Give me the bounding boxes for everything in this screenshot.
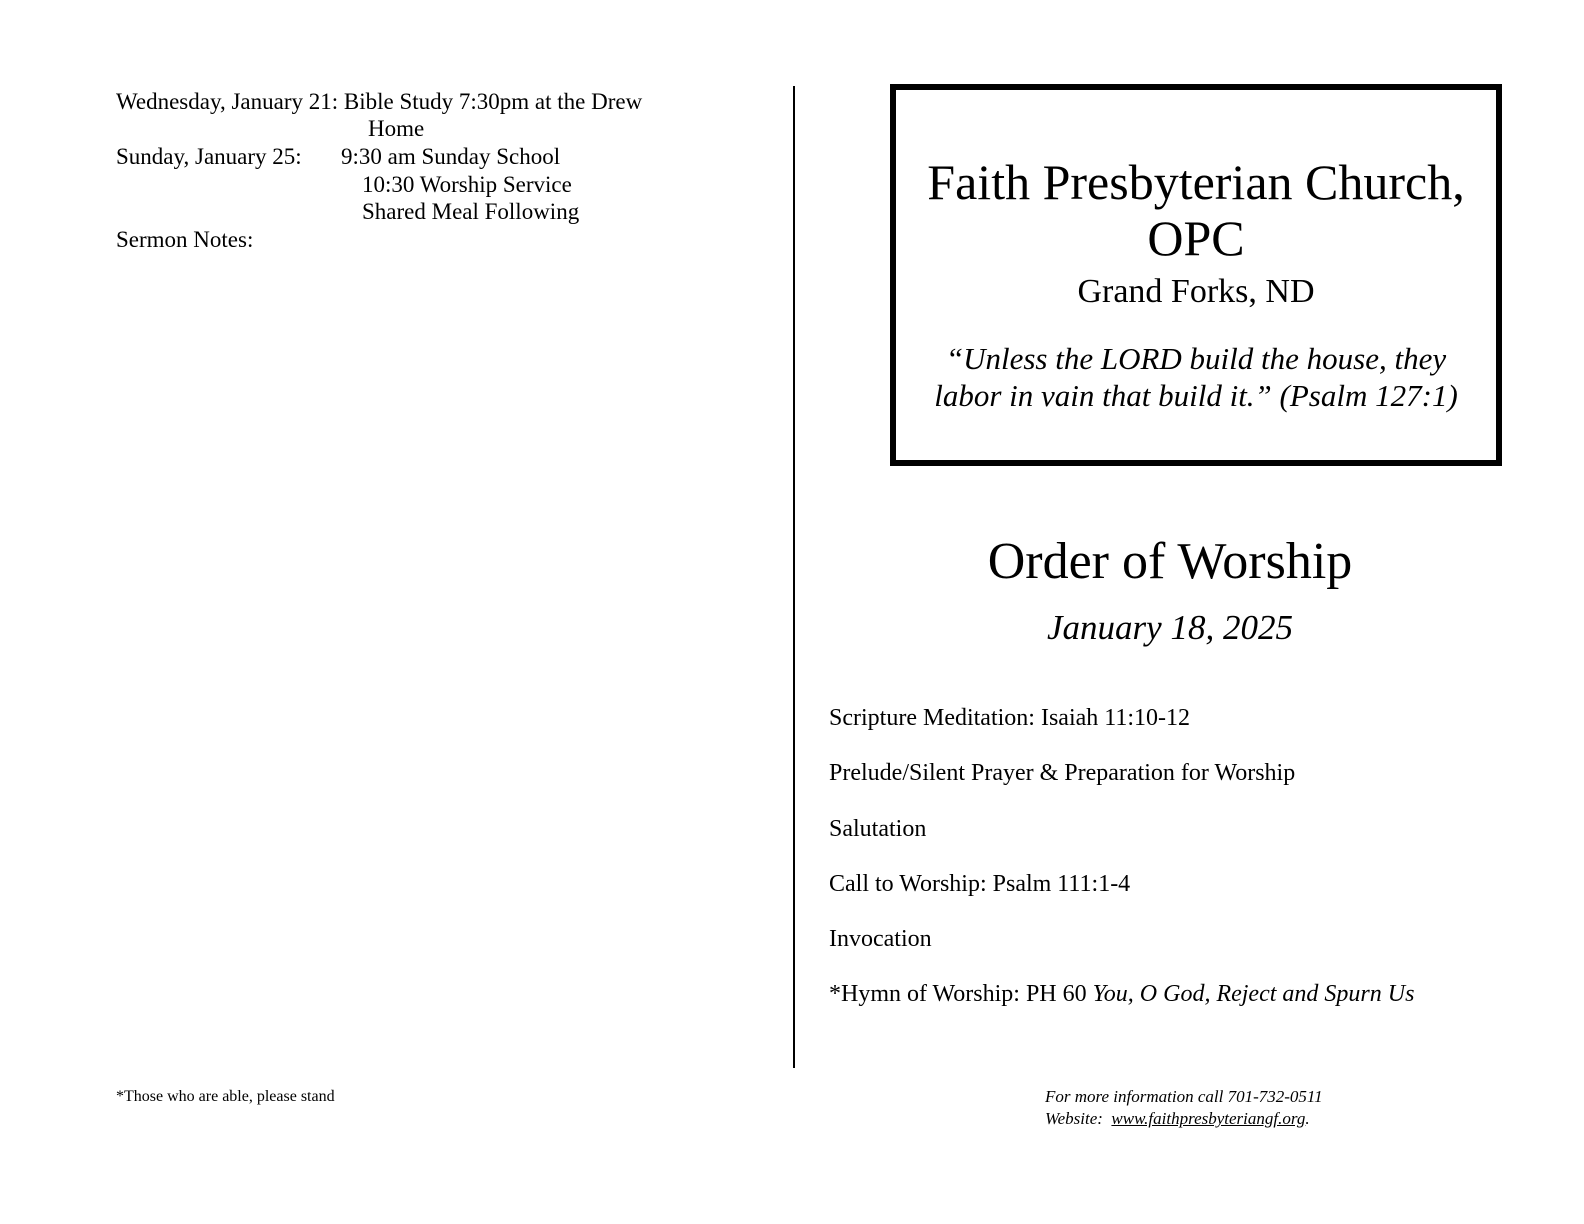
announcement-wednesday: Wednesday, January 21: Bible Study 7:30pm at the Drew [116,89,643,114]
contact-info [1045,1086,1323,1130]
hymn-label: *Hymn of Worship: PH 60 [829,981,1093,1007]
sermon-notes-heading: Sermon Notes: [116,227,254,252]
liturgy-item: Invocation [829,926,932,952]
website-link[interactable]: www.faithpresbyteriangf.org [1111,1109,1306,1128]
service-date: January 18, 2025 [1047,608,1293,647]
hymn-title: You, O God, Reject and Spurn Us [1092,981,1415,1007]
liturgy-item: Salutation [829,816,927,842]
verse-line2: labor in vain that build it.” (Psalm 127:1) [934,378,1458,413]
liturgy-item: Call to Worship: Psalm 111:1-4 [829,871,1131,897]
footnote: *Those who are able, please stand [116,1088,335,1105]
announcement-sunday-label: Sunday, January 25: [116,144,302,169]
website-label: Website: [1045,1109,1112,1128]
church-name-line1: Faith Presbyterian Church, [927,154,1465,210]
scripture-verse [896,340,1496,414]
liturgy-item: Scripture Meditation: Isaiah 11:10-12 [829,705,1191,731]
contact-phone: For more information call 701-732-0511 [1045,1087,1323,1106]
church-name [896,154,1496,266]
church-name-line2: OPC [1147,210,1245,266]
announcement-shared-meal: Shared Meal Following [362,199,580,224]
church-title-box [890,84,1502,466]
contact-website-line [1045,1108,1323,1130]
liturgy-item-hymn [829,980,1414,1008]
church-location: Grand Forks, ND [1077,273,1315,310]
order-of-worship-title: Order of Worship [987,533,1353,590]
announcement-sunday-school: 9:30 am Sunday School [341,144,561,169]
website-suffix: . [1305,1109,1310,1128]
announcement-worship-service: 10:30 Worship Service [362,172,572,197]
liturgy-item: Prelude/Silent Prayer & Preparation for Worship [829,760,1296,786]
fold-divider [793,86,795,1068]
verse-line1: “Unless the LORD build the house, they [945,341,1447,376]
announcement-wednesday-continued: Home [368,116,425,141]
